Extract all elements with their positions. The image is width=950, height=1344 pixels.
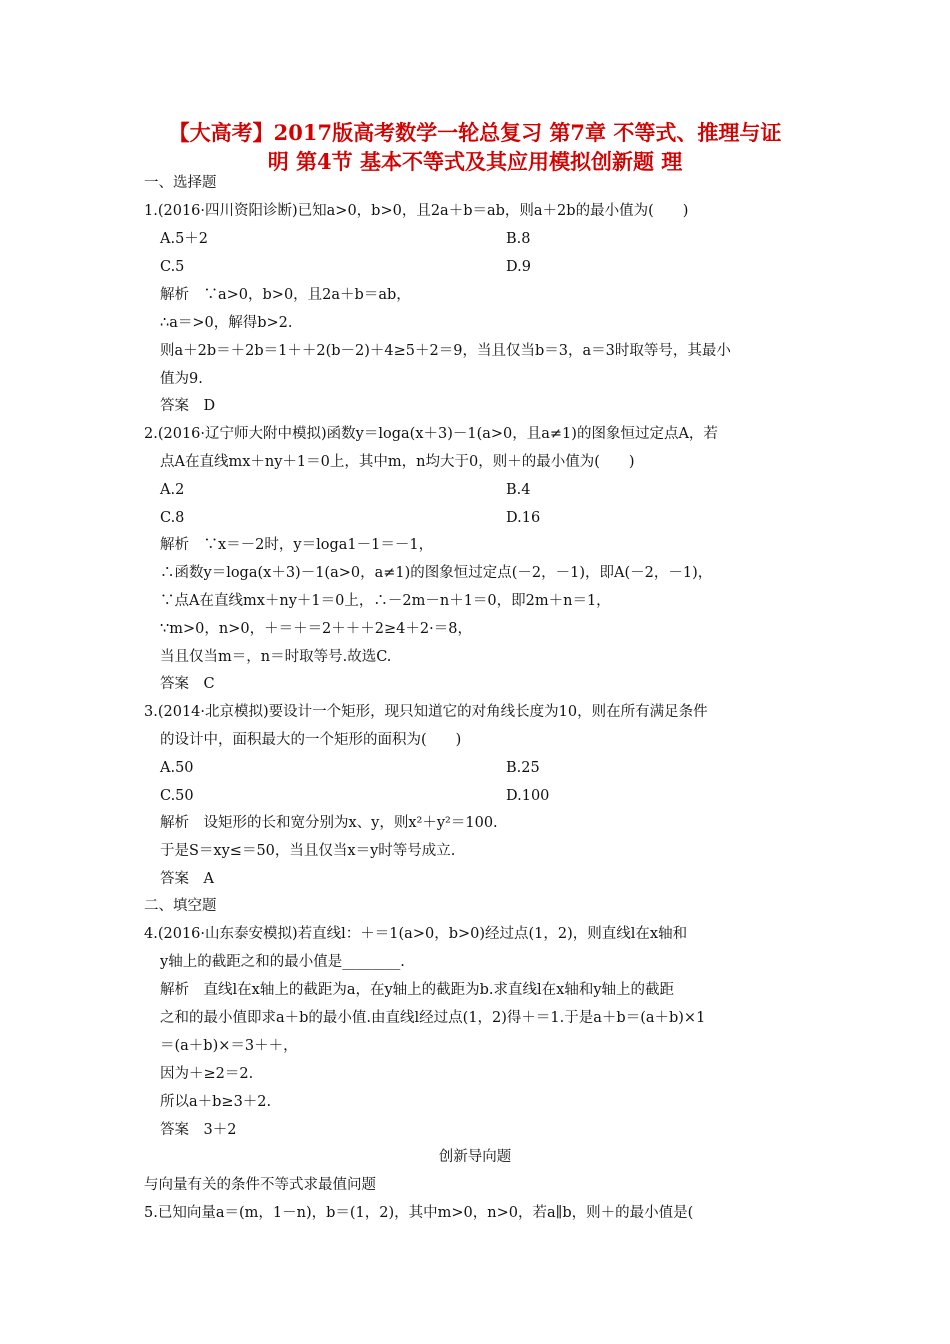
title-line-1: 【大高考】2017版高考数学一轮总复习 第7章 不等式、推理与证 bbox=[168, 120, 782, 145]
question-3-option-b: B.25 bbox=[506, 760, 540, 776]
question-1-option-a: A.5＋2 bbox=[160, 231, 209, 247]
question-2-solution-line: ∵m>0，n>0，＋＝＋＝2＋＋＋2≥4＋2·＝8， bbox=[160, 621, 472, 637]
question-2-answer: 答案 C bbox=[160, 676, 215, 692]
title-line-2: 明 第4节 基本不等式及其应用模拟创新题 理 bbox=[267, 149, 683, 174]
question-3-option-a: A.50 bbox=[160, 760, 194, 776]
question-3-solution-line: 于是S＝xy≤＝50，当且仅当x＝y时等号成立. bbox=[160, 843, 456, 859]
question-2-option-d: D.16 bbox=[506, 510, 541, 526]
question-1-stem: 1.(2016·四川资阳诊断)已知a>0，b>0，且2a＋b＝ab，则a＋2b的最小值为( ) bbox=[144, 203, 689, 219]
question-3-option-d: D.100 bbox=[506, 788, 550, 804]
question-2-stem: 2.(2016·辽宁师大附中模拟)函数y＝loga(x＋3)－1(a>0，且a≠1)的图象恒过定点A，若 bbox=[144, 426, 718, 442]
question-5-stem: 5.已知向量a＝(m，1－n)，b＝(1，2)，其中m>0，n>0，若a∥b，则＋的最小值是( bbox=[144, 1205, 694, 1221]
question-4-solution-line: ＝(a＋b)×＝3＋＋， bbox=[160, 1038, 298, 1054]
section-heading-fill: 二、填空题 bbox=[144, 898, 217, 914]
question-4-answer: 答案 3＋2 bbox=[160, 1122, 237, 1138]
question-3-solution-line: 解析 设矩形的长和宽分别为x、y，则x²＋y²＝100. bbox=[160, 815, 498, 831]
section-subheading-vector: 与向量有关的条件不等式求最值问题 bbox=[144, 1177, 376, 1193]
question-1-solution-line: ∴a＝>0，解得b>2. bbox=[160, 315, 293, 331]
question-1-solution-line: 解析 ∵a>0，b>0，且2a＋b＝ab， bbox=[160, 287, 411, 303]
question-3-stem: 的设计中，面积最大的一个矩形的面积为( ) bbox=[160, 732, 462, 748]
question-1-option-d: D.9 bbox=[506, 259, 531, 275]
question-4-solution-line: 之和的最小值即求a＋b的最小值.由直线l经过点(1，2)得＋＝1.于是a＋b＝(a＋b)×1 bbox=[160, 1010, 706, 1026]
question-4-stem: 4.(2016·山东泰安模拟)若直线l：＋＝1(a>0，b>0)经过点(1，2)，则直线l在x轴和 bbox=[144, 926, 688, 942]
question-4-solution-line: 所以a＋b≥3＋2. bbox=[160, 1094, 272, 1110]
question-2-option-b: B.4 bbox=[506, 482, 531, 498]
question-3-option-c: C.50 bbox=[160, 788, 194, 804]
question-2-solution-line: 当且仅当m＝，n＝时取等号.故选C. bbox=[160, 649, 392, 665]
section-heading-choice: 一、选择题 bbox=[144, 175, 217, 191]
question-2-option-c: C.8 bbox=[160, 510, 185, 526]
question-2-solution-line: ∴函数y＝loga(x＋3)－1(a>0，a≠1)的图象恒过定点(－2，－1)，即A(－2，－1)， bbox=[160, 565, 713, 581]
question-4-solution-line: 解析 直线l在x轴上的截距为a，在y轴上的截距为b.求直线l在x轴和y轴上的截距 bbox=[160, 982, 675, 998]
question-3-stem: 3.(2014·北京模拟)要设计一个矩形，现只知道它的对角线长度为10，则在所有满足条件 bbox=[144, 704, 708, 720]
question-2-solution-line: ∵点A在直线mx＋ny＋1＝0上，∴－2m－n＋1＝0，即2m＋n＝1， bbox=[160, 593, 611, 609]
question-3-answer: 答案 A bbox=[160, 871, 214, 887]
question-1-option-b: B.8 bbox=[506, 231, 531, 247]
question-2-solution-line: 解析 ∵x＝－2时，y＝loga1－1＝－1， bbox=[160, 537, 434, 553]
document-title bbox=[80, 118, 870, 176]
question-4-solution-line: 因为＋≥2＝2. bbox=[160, 1066, 254, 1082]
question-2-stem: 点A在直线mx＋ny＋1＝0上，其中m，n均大于0，则＋的最小值为( ) bbox=[160, 454, 635, 470]
question-1-answer: 答案 D bbox=[160, 398, 216, 414]
question-4-stem: y轴上的截距之和的最小值是________. bbox=[160, 954, 405, 970]
question-1-solution-line: 则a＋2b＝＋2b＝1＋＋2(b－2)＋4≥5＋2＝9，当且仅当b＝3，a＝3时取等号，其最小 bbox=[160, 343, 731, 359]
section-heading-innovation: 创新导向题 bbox=[438, 1149, 512, 1165]
question-1-option-c: C.5 bbox=[160, 259, 185, 275]
question-2-option-a: A.2 bbox=[160, 482, 185, 498]
question-1-solution-line: 值为9. bbox=[160, 371, 203, 387]
